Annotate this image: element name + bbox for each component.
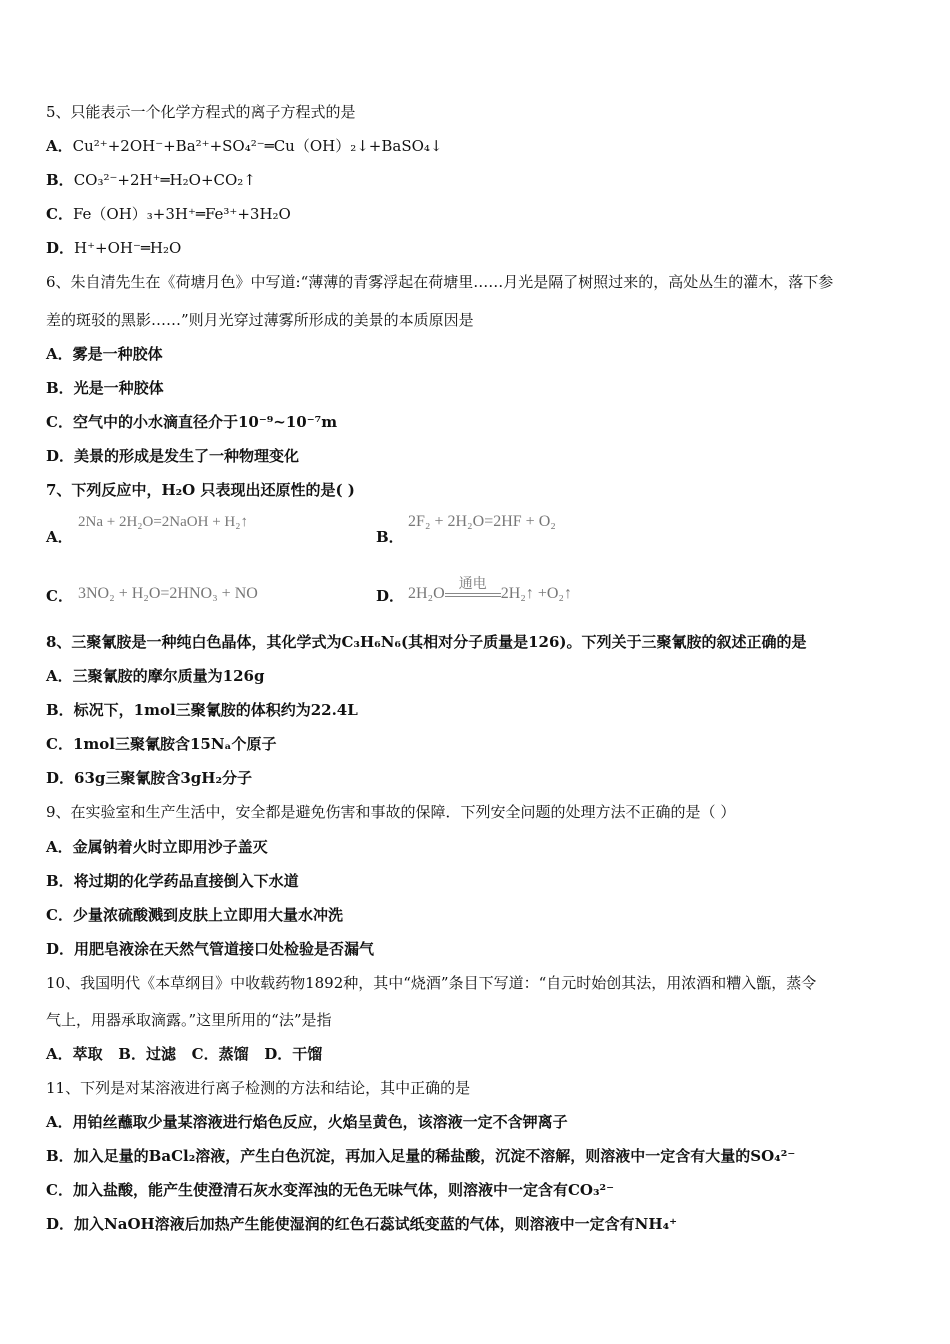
q7-d-formula <box>408 577 572 603</box>
q7-d-right: 2H₂↑ +O₂↑ <box>500 585 572 602</box>
q5-c-label: C． <box>46 205 73 223</box>
q9-option-d[interactable]: D．用肥皂液涂在天然气管道接口处检验是否漏气 <box>46 940 375 958</box>
q10-stem-line1: 10、我国明代《本草纲目》中收载药物1892种，其中“烧酒”条目下写道：“自元时始创其法，用浓酒和糟入甑，蒸令 <box>46 974 817 992</box>
q5-d-text: H⁺+OH⁻═H₂O <box>74 239 182 257</box>
q7-option-b[interactable] <box>376 526 404 548</box>
q8-option-a[interactable]: A．三聚氰胺的摩尔质量为126g <box>46 667 265 685</box>
q5-c-text: Fe（OH）₃+3H⁺═Fe³⁺+3H₂O <box>72 205 291 223</box>
q7-option-d[interactable] <box>376 585 404 607</box>
q7-b-formula: 2F₂ + 2H₂O=2HF + O₂ <box>408 513 556 530</box>
q9-stem: 9、在实验室和生产生活中，安全都是避免伤害和事故的保障．下列安全问题的处理方法不正确的是（ ） <box>46 803 736 821</box>
q5-option-d[interactable] <box>46 237 181 259</box>
q7-option-c[interactable] <box>46 585 73 607</box>
q6-option-d[interactable]: D．美景的形成是发生了一种物理变化 <box>46 447 300 465</box>
q7-d-condition: 通电 <box>458 577 487 592</box>
q7-d-double-line <box>445 593 501 597</box>
q5-b-text: CO₃²⁻+2H⁺═H₂O+CO₂↑ <box>73 171 256 189</box>
q6-stem-line1: 6、朱自清先生在《荷塘月色》中写道:“薄薄的青雾浮起在荷塘里……月光是隔了树照过来的，高处丛生的灌木，落下参 <box>46 273 834 291</box>
q7-d-left: 2H₂O <box>408 585 445 602</box>
q9-option-a[interactable]: A．金属钠着火时立即用沙子盖灭 <box>46 838 268 856</box>
q8-stem: 8、三聚氰胺是一种纯白色晶体，其化学式为C₃H₆N₆(其相对分子质量是126)。下列关于三聚氰胺的叙述正确的是 <box>46 633 807 651</box>
q5-b-label: B． <box>46 171 74 189</box>
q7-d-equals-sign <box>445 577 501 603</box>
q8-option-c[interactable]: C．1mol三聚氰胺含15Nₐ个原子 <box>46 735 277 753</box>
q7-stem: 7、下列反应中，H₂O 只表现出还原性的是( ) <box>46 481 355 499</box>
q8-option-b[interactable]: B．标况下，1mol三聚氰胺的体积约为22.4L <box>46 701 358 719</box>
q6-option-a[interactable]: A．雾是一种胶体 <box>46 345 163 363</box>
q7-c-label: C． <box>46 587 73 605</box>
q6-option-b[interactable]: B．光是一种胶体 <box>46 379 164 397</box>
q7-a-label: A． <box>46 528 73 546</box>
q11-option-a[interactable]: A．用铂丝蘸取少量某溶液进行焰色反应，火焰呈黄色，该溶液一定不含钾离子 <box>46 1113 568 1131</box>
q5-d-label: D． <box>46 239 75 257</box>
q11-option-d[interactable]: D．加入NaOH溶液后加热产生能使湿润的红色石蕊试纸变蓝的气体，则溶液中一定含有NH₄⁺ <box>46 1215 678 1233</box>
q11-option-b[interactable]: B．加入足量的BaCl₂溶液，产生白色沉淀，再加入足量的稀盐酸，沉淀不溶解，则溶液中一定含有大量的SO₄²⁻ <box>46 1147 796 1165</box>
q8-option-d[interactable]: D．63g三聚氰胺含3gH₂分子 <box>46 769 253 787</box>
q11-stem: 11、下列是对某溶液进行离子检测的方法和结论，其中正确的是 <box>46 1079 471 1097</box>
q7-d-label: D． <box>376 587 405 605</box>
q5-option-c[interactable] <box>46 203 291 225</box>
q7-a-formula: 2Na + 2H₂O=2NaOH + H₂↑ <box>78 514 248 530</box>
q6-stem-line2: 差的斑驳的黑影……”则月光穿过薄雾所形成的美景的本质原因是 <box>46 311 474 329</box>
q5-a-label: A． <box>46 137 73 155</box>
q6-option-c[interactable]: C．空气中的小水滴直径介于10⁻⁹~10⁻⁷m <box>46 413 338 431</box>
q9-option-b[interactable]: B．将过期的化学药品直接倒入下水道 <box>46 872 299 890</box>
q10-stem-line2: 气上，用器承取滴露。”这里所用的“法”是指 <box>46 1011 332 1029</box>
q11-option-c[interactable]: C．加入盐酸，能产生使澄清石灰水变浑浊的无色无味气体，则溶液中一定含有CO₃²⁻ <box>46 1181 615 1199</box>
q5-option-b[interactable] <box>46 169 256 191</box>
q7-option-a[interactable] <box>46 526 73 548</box>
q7-b-label: B． <box>376 528 404 546</box>
q7-c-formula: 3NO₂ + H₂O=2HNO₃ + NO <box>78 585 258 602</box>
q5-a-text: Cu²⁺+2OH⁻+Ba²⁺+SO₄²⁻═Cu（OH）₂↓+BaSO₄↓ <box>72 137 443 155</box>
q5-stem: 5、只能表示一个化学方程式的离子方程式的是 <box>46 103 356 121</box>
q9-option-c[interactable]: C．少量浓硫酸溅到皮肤上立即用大量水冲洗 <box>46 906 343 924</box>
q5-option-a[interactable] <box>46 135 443 157</box>
q10-options[interactable]: A．萃取 B．过滤 C．蒸馏 D．干馏 <box>46 1045 323 1063</box>
